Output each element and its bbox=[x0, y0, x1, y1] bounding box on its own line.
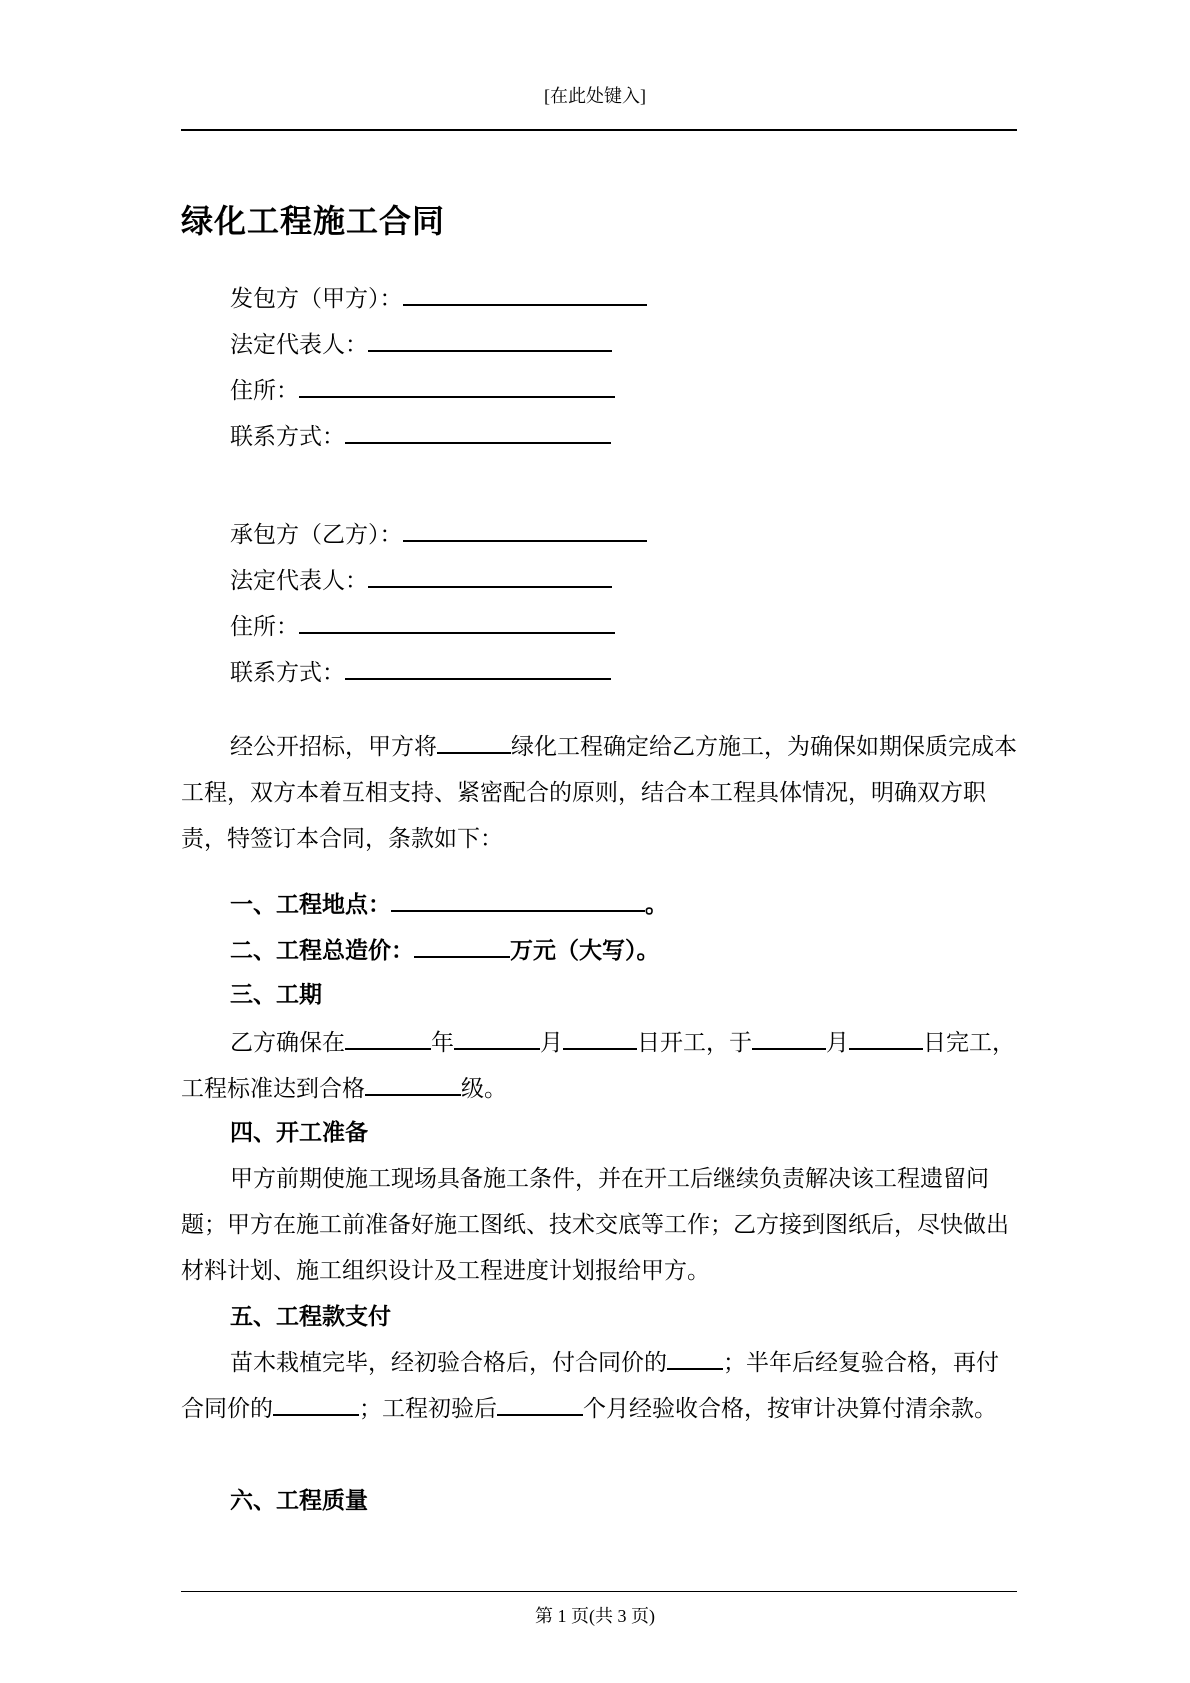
footer-divider bbox=[181, 1591, 1017, 1592]
party-a-contact-blank[interactable] bbox=[345, 420, 611, 444]
party-a-rep-label: 法定代表人： bbox=[230, 332, 368, 358]
party-a-rep-blank[interactable] bbox=[368, 328, 612, 352]
start-year-blank[interactable] bbox=[345, 1026, 431, 1050]
second-payment-blank[interactable] bbox=[273, 1392, 359, 1416]
section-3-standard-line bbox=[181, 1072, 507, 1102]
party-b-contact-blank[interactable] bbox=[345, 656, 611, 680]
section-5-heading: 五、工程款支付 bbox=[230, 1304, 391, 1330]
party-b-contact-label: 联系方式： bbox=[230, 660, 345, 686]
party-a-rep-line bbox=[230, 328, 612, 358]
section-4-text: 甲方前期使施工现场具备施工条件，并在开工后继续负责解决该工程遗留问题；甲方在施工前准备好施工图纸、技术交底等工作；乙方接到图纸后，尽快做出材料计划、施工组织设计及工程进度计划报给甲方。 bbox=[181, 1166, 1009, 1284]
party-b-label: 承包方（乙方）： bbox=[230, 522, 403, 548]
total-cost-blank[interactable] bbox=[414, 934, 510, 958]
party-a-contact-label: 联系方式： bbox=[230, 424, 345, 450]
standard-text-2: 级。 bbox=[461, 1076, 507, 1102]
section-1-end: 。 bbox=[645, 892, 668, 918]
intro-paragraph bbox=[181, 724, 1017, 862]
start-month-blank[interactable] bbox=[454, 1026, 540, 1050]
party-b-rep-line bbox=[230, 564, 612, 594]
party-b-rep-label: 法定代表人： bbox=[230, 568, 368, 594]
section-2-label: 二、工程总造价： bbox=[230, 938, 414, 964]
section-5-body bbox=[181, 1340, 1017, 1432]
schedule-text-1: 乙方确保在 bbox=[230, 1030, 345, 1056]
months-blank[interactable] bbox=[497, 1392, 583, 1416]
section-6-heading: 六、工程质量 bbox=[230, 1488, 368, 1514]
party-b-line bbox=[230, 518, 647, 548]
party-a-addr-label: 住所： bbox=[230, 378, 299, 404]
party-b-contact-line bbox=[230, 656, 611, 686]
party-a-addr-blank[interactable] bbox=[299, 374, 615, 398]
end-day-blank[interactable] bbox=[849, 1026, 923, 1050]
payment-text-4: 个月经验收合格，按审计决算付清余款。 bbox=[583, 1396, 997, 1422]
start-day-blank[interactable] bbox=[563, 1026, 637, 1050]
page-footer: 第 1 页(共 3 页) bbox=[535, 1606, 655, 1626]
standard-text-1: 工程标准达到合格 bbox=[181, 1076, 365, 1102]
intro-text-1: 经公开招标，甲方将 bbox=[230, 734, 437, 760]
section-3-schedule-line bbox=[230, 1026, 1015, 1056]
payment-text-2: ；半年后经复验合格，再付合同价的 bbox=[181, 1350, 999, 1422]
section-2-line bbox=[230, 934, 660, 964]
party-a-blank[interactable] bbox=[403, 282, 647, 306]
section-3-heading: 三、工期 bbox=[230, 982, 322, 1008]
party-b-addr-blank[interactable] bbox=[299, 610, 615, 634]
section-1-line bbox=[230, 888, 668, 918]
schedule-text-6: 日完工， bbox=[923, 1030, 1015, 1056]
party-a-contact-line bbox=[230, 420, 611, 450]
site-location-blank[interactable] bbox=[391, 888, 645, 912]
party-b-addr-label: 住所： bbox=[230, 614, 299, 640]
section-2-end: 万元（大写）。 bbox=[510, 938, 660, 964]
section-4-heading: 四、开工准备 bbox=[230, 1120, 368, 1146]
section-4-body bbox=[181, 1156, 1017, 1294]
schedule-text-2: 年 bbox=[431, 1030, 454, 1056]
schedule-text-3: 月 bbox=[540, 1030, 563, 1056]
section-1-label: 一、工程地点： bbox=[230, 892, 391, 918]
party-a-line bbox=[230, 282, 647, 312]
party-a-label: 发包方（甲方）： bbox=[230, 286, 403, 312]
payment-text-1: 苗木栽植完毕，经初验合格后，付合同价的 bbox=[230, 1350, 667, 1376]
schedule-text-4: 日开工，于 bbox=[637, 1030, 752, 1056]
page-header: [在此处键入] bbox=[544, 86, 646, 106]
payment-text-3: ；工程初验后 bbox=[359, 1396, 497, 1422]
party-b-rep-blank[interactable] bbox=[368, 564, 612, 588]
end-month-blank[interactable] bbox=[752, 1026, 826, 1050]
party-a-addr-line bbox=[230, 374, 615, 404]
intro-project-blank[interactable] bbox=[437, 730, 511, 754]
party-b-addr-line bbox=[230, 610, 615, 640]
party-b-blank[interactable] bbox=[403, 518, 647, 542]
schedule-text-5: 月 bbox=[826, 1030, 849, 1056]
first-payment-blank[interactable] bbox=[667, 1346, 723, 1370]
intro-text-2: 绿化工程确定给乙方施工，为确保如期保质完成本工程，双方本着互相支持、紧密配合的原则，结合本工程具体情况，明确双方职责，特签订本合同，条款如下： bbox=[181, 734, 1017, 852]
header-divider bbox=[181, 129, 1017, 131]
document-title: 绿化工程施工合同 bbox=[181, 202, 446, 240]
quality-grade-blank[interactable] bbox=[365, 1072, 461, 1096]
